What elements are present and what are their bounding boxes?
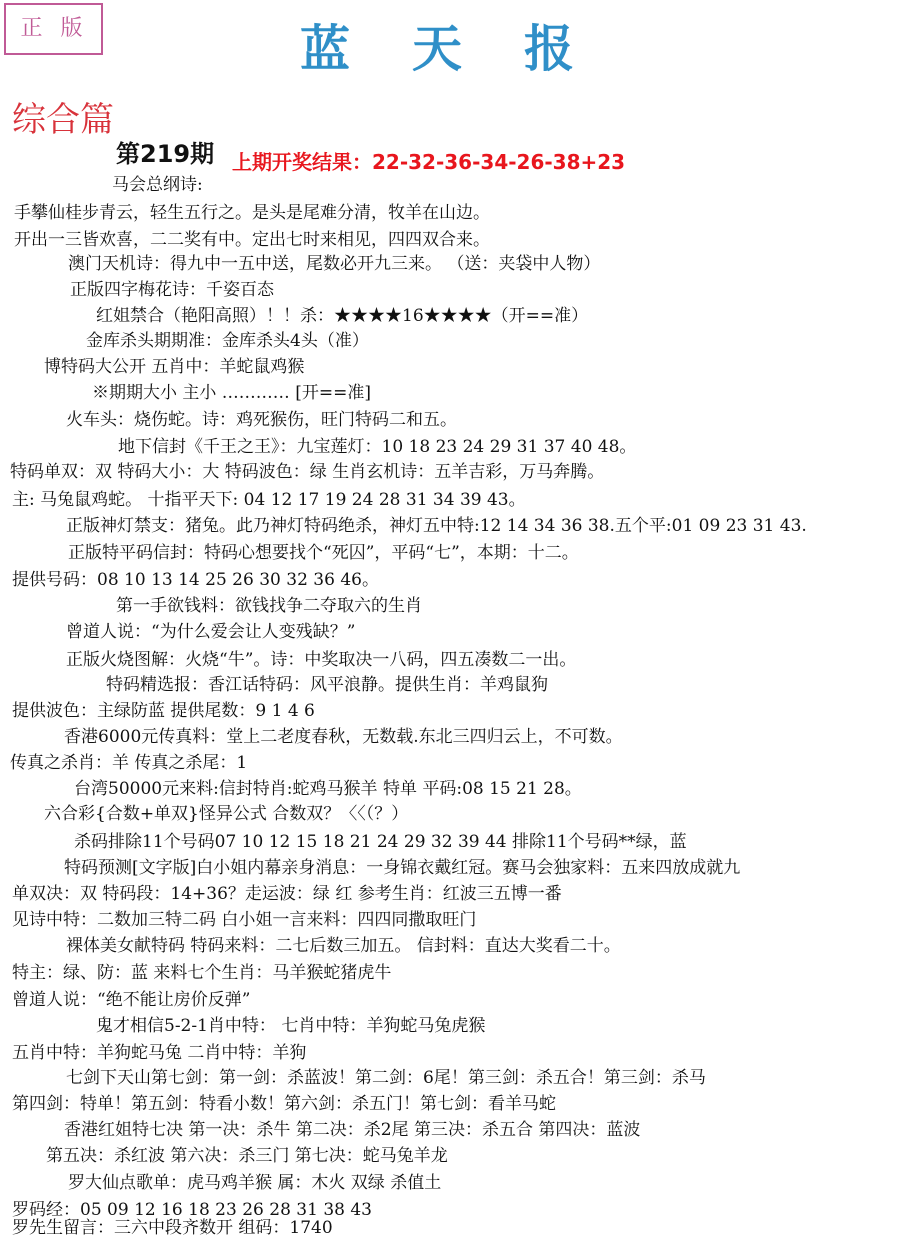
text-line: 六合彩{合数+单双}怪异公式 合数双？〈〈（？） — [44, 804, 409, 824]
text-line: 开出一三皆欢喜，二二奖有中。定出七时来相见，四四双合来。 — [14, 230, 490, 250]
text-line: 特码精选报：香江话特码：风平浪静。提供生肖：羊鸡鼠狗 — [106, 675, 548, 695]
text-line: 曾道人说：“绝不能让房价反弹” — [12, 990, 251, 1010]
text-line: 曾道人说：“为什么爱会让人变残缺？” — [66, 622, 356, 642]
text-line: 裸体美女献特码 特码来料：二七后数三加五。 信封料：直达大奖看二十。 — [66, 936, 621, 956]
text-line: 第五决：杀红波 第六决：杀三门 第七决：蛇马兔羊龙 — [46, 1146, 448, 1166]
text-line: 第一手欲钱料：欲钱找争二夺取六的生肖 — [116, 596, 422, 616]
text-line: 香港6000元传真料：堂上二老度春秋，无数载.东北三四归云上，不可数。 — [64, 727, 623, 747]
text-line: 火车头：烧伤蛇。诗：鸡死猴伤，旺门特码二和五。 — [66, 410, 457, 430]
text-line: 马会总纲诗: — [112, 175, 203, 195]
text-line: 金库杀头期期准：金库杀头4头（准） — [86, 331, 369, 351]
text-line: 提供波色：主绿防蓝 提供尾数：9 1 4 6 — [12, 701, 315, 721]
text-line: 特码预测[文字版]白小姐内幕亲身消息：一身锦衣戴红冠。赛马会独家料：五来四放成就九 — [64, 858, 741, 878]
text-line: 正版火烧图解：火烧“牛”。诗：中奖取决一八码，四五凑数二一出。 — [66, 650, 577, 670]
text-line: 红姐禁合（艳阳高照）！！杀：★★★★16★★★★（开==准） — [96, 306, 589, 326]
newspaper-title: 蓝天报 — [300, 19, 636, 78]
text-line: 澳门天机诗：得九中一五中送，尾数必开九三来。 （送：夹袋中人物） — [68, 254, 601, 274]
text-line: 罗先生留言：三六中段齐数开 组码：1740 — [12, 1218, 333, 1238]
text-line: 台湾50000元来料:信封特肖:蛇鸡马猴羊 特单 平码:08 15 21 28。 — [74, 779, 582, 799]
text-line: 特码单双：双 特码大小：大 特码波色：绿 生肖玄机诗：五羊吉彩，万马奔腾。 — [10, 462, 605, 482]
text-line: 主: 马兔鼠鸡蛇。 十指平天下: 04 12 17 19 24 28 31 34 39 43。 — [12, 490, 526, 510]
section-title: 综合篇 — [12, 100, 114, 140]
text-line: 杀码排除11个号码07 10 12 15 18 21 24 29 32 39 44 排除11个号码**绿，蓝 — [74, 832, 687, 852]
text-line: ※期期大小 主小 ………… [开==准] — [92, 383, 371, 403]
text-line: 提供号码：08 10 13 14 25 26 30 32 36 46。 — [12, 570, 379, 590]
text-line: 地下信封《千王之王》：九宝莲灯：10 18 23 24 29 31 37 40 48。 — [118, 437, 637, 457]
text-line: 第四剑：特单！第五剑：特看小数！第六剑：杀五门！第七剑：看羊马蛇 — [12, 1094, 556, 1114]
last-draw-result: 上期开奖结果：22-32-36-34-26-38+23 — [232, 150, 626, 174]
text-line: 鬼才相信5-2-1肖中特： 七肖中特：羊狗蛇马兔虎猴 — [96, 1016, 486, 1036]
text-line: 正版特平码信封：特码心想要找个“死囚”，平码“七”，本期：十二。 — [68, 543, 579, 563]
text-line: 香港红姐特七决 第一决：杀牛 第二决：杀2尾 第三决：杀五合 第四决：蓝波 — [64, 1120, 641, 1140]
text-line: 见诗中特：二数加三特二码 白小姐一言来料：四四同撒取旺门 — [12, 910, 477, 930]
text-line: 单双决：双 特码段：14+36？走运波：绿 红 参考生肖：红波三五博一番 — [12, 884, 562, 904]
text-line: 传真之杀肖：羊 传真之杀尾：1 — [10, 753, 248, 773]
text-line: 正版神灯禁支：猪兔。此乃神灯特码绝杀，神灯五中特:12 14 34 36 38.五个平:01 09 23 31 43. — [66, 516, 807, 536]
text-line: 五肖中特：羊狗蛇马兔 二肖中特：羊狗 — [12, 1043, 307, 1063]
text-line: 手攀仙桂步青云，轻生五行之。是头是尾难分清，牧羊在山边。 — [14, 203, 490, 223]
text-line: 七剑下天山第七剑：第一剑：杀蓝波！第二剑：6尾！第三剑：杀五合！第三剑：杀马 — [66, 1068, 706, 1088]
issue-number: 第219期 — [116, 140, 215, 168]
text-line: 正版四字梅花诗：千姿百态 — [70, 280, 274, 300]
text-line: 罗码经：05 09 12 16 18 23 26 28 31 38 43 — [12, 1200, 372, 1220]
text-line: 罗大仙点歌单：虎马鸡羊猴 属：木火 双绿 杀值土 — [68, 1173, 442, 1193]
text-line: 博特码大公开 五肖中：羊蛇鼠鸡猴 — [44, 357, 305, 377]
text-line: 特主：绿、防：蓝 来料七个生肖：马羊猴蛇猪虎牛 — [12, 963, 392, 983]
genuine-badge: 正版 — [4, 3, 103, 55]
